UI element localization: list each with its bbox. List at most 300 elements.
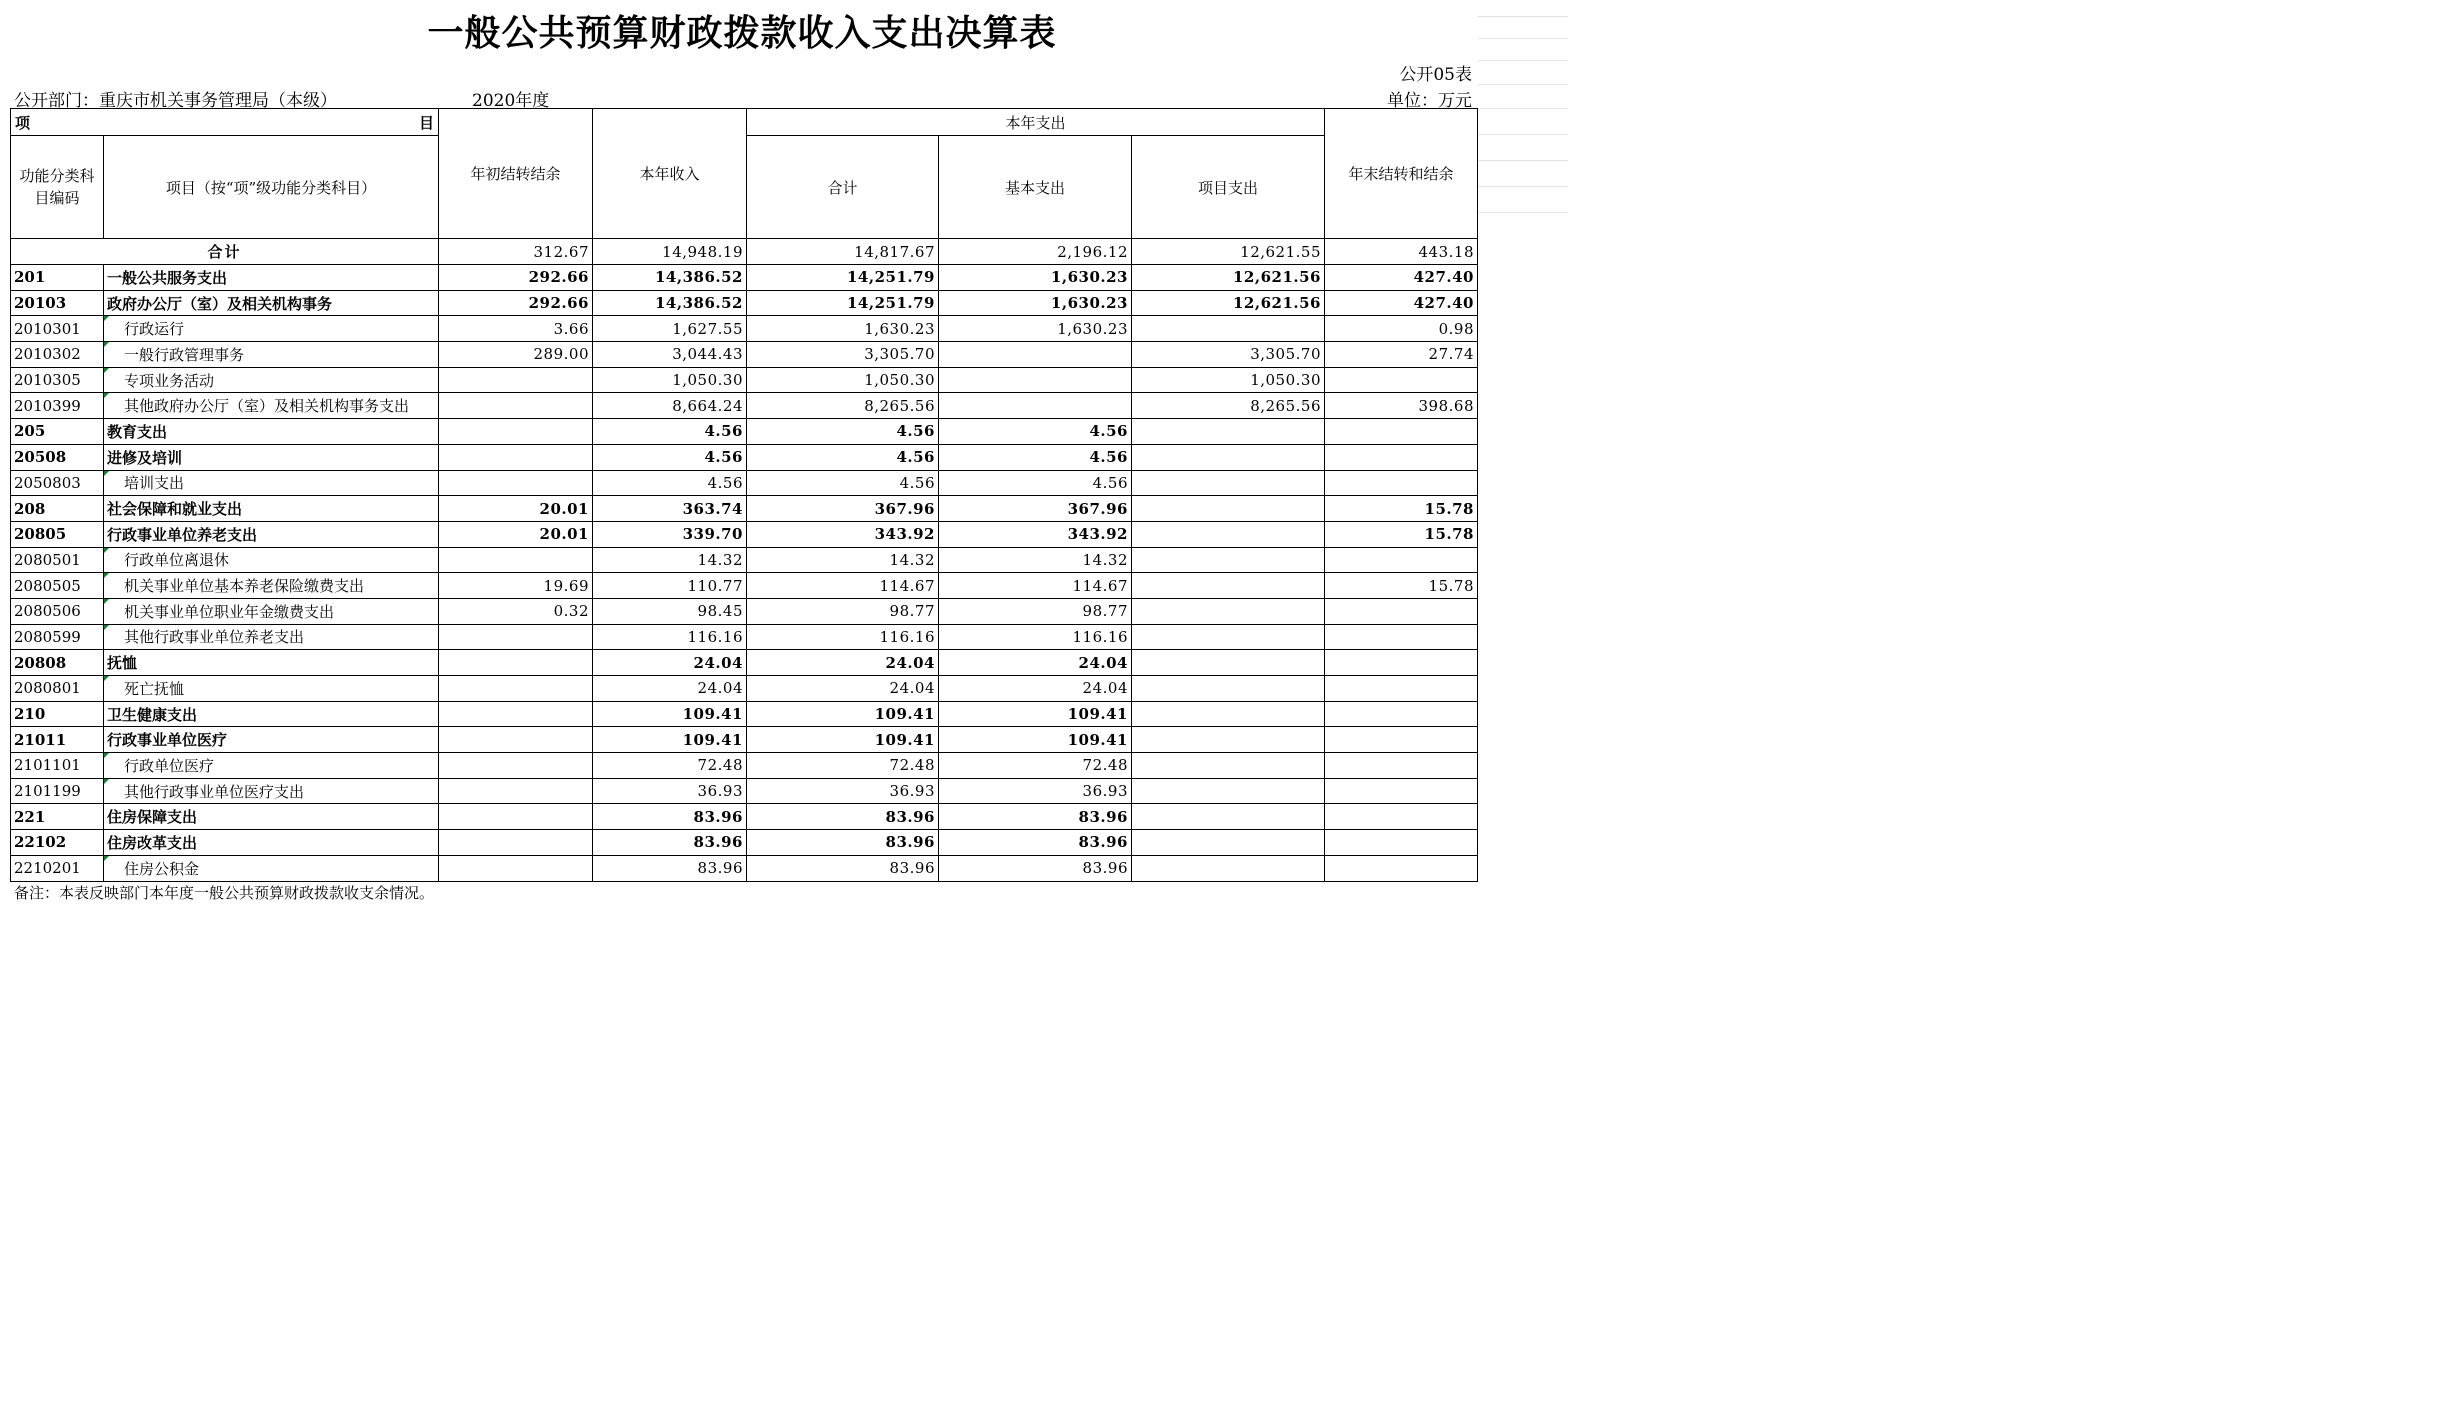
row-begin — [439, 676, 593, 702]
row-name-text: 其他政府办公厅（室）及相关机构事务支出 — [124, 397, 410, 416]
row-code — [11, 804, 104, 830]
row-end: 427.40 — [1325, 265, 1478, 291]
row-income: 83.96 — [593, 804, 747, 830]
row-begin — [439, 624, 593, 650]
row-code-text: 2080599 — [14, 627, 81, 646]
table-row — [11, 265, 1478, 291]
table-row — [11, 624, 1478, 650]
name-header: 项目（按“项”级功能分类科目） — [104, 136, 439, 239]
row-code — [11, 727, 104, 753]
row-project — [1132, 573, 1325, 599]
row-basic: 1,630.23 — [939, 265, 1132, 291]
row-project — [1132, 624, 1325, 650]
row-income: 339.70 — [593, 521, 747, 547]
row-total: 14,251.79 — [747, 290, 939, 316]
row-code-text: 2080801 — [14, 679, 81, 698]
row-basic: 367.96 — [939, 496, 1132, 522]
row-income: 1,627.55 — [593, 316, 747, 342]
row-begin — [439, 470, 593, 496]
row-name-text: 一般行政管理事务 — [124, 345, 245, 364]
row-end: 427.40 — [1325, 290, 1478, 316]
row-name — [104, 573, 439, 599]
row-name — [104, 393, 439, 419]
page-title: 一般公共预算财政拨款收入支出决算表 — [427, 13, 1057, 54]
table-row — [11, 676, 1478, 702]
row-code — [11, 753, 104, 779]
row-code-text: 2010301 — [14, 319, 81, 338]
row-project — [1132, 470, 1325, 496]
row-basic: 109.41 — [939, 727, 1132, 753]
row-code-text: 205 — [14, 422, 46, 441]
row-begin — [439, 701, 593, 727]
row-total: 14.32 — [747, 547, 939, 573]
row-end: 15.78 — [1325, 521, 1478, 547]
row-code — [11, 470, 104, 496]
row-total: 114.67 — [747, 573, 939, 599]
row-end — [1325, 676, 1478, 702]
row-income: 8,664.24 — [593, 393, 747, 419]
row-code — [11, 624, 104, 650]
row-total: 24.04 — [747, 650, 939, 676]
row-total: 3,305.70 — [747, 342, 939, 368]
row-basic: 4.56 — [939, 444, 1132, 470]
cell-marker-icon — [104, 753, 109, 758]
table-row — [11, 470, 1478, 496]
row-name — [104, 342, 439, 368]
row-code-text: 2010302 — [14, 345, 81, 364]
table-row — [11, 753, 1478, 779]
row-begin: 292.66 — [439, 265, 593, 291]
row-name — [104, 830, 439, 856]
row-code — [11, 367, 104, 393]
row-code — [11, 598, 104, 624]
row-end — [1325, 419, 1478, 445]
row-name — [104, 521, 439, 547]
row-end: 0.98 — [1325, 316, 1478, 342]
table-row — [11, 547, 1478, 573]
row-income: 98.45 — [593, 598, 747, 624]
row-project: 12,621.56 — [1132, 290, 1325, 316]
row-basic — [939, 393, 1132, 419]
row-end — [1325, 804, 1478, 830]
row-code-text: 210 — [14, 705, 46, 724]
row-code — [11, 265, 104, 291]
row-name — [104, 701, 439, 727]
row-begin: 292.66 — [439, 290, 593, 316]
row-code — [11, 444, 104, 470]
cell-marker-icon — [104, 599, 109, 604]
row-name-text: 住房保障支出 — [107, 808, 198, 827]
row-project: 3,305.70 — [1132, 342, 1325, 368]
row-total: 1,630.23 — [747, 316, 939, 342]
row-income: 116.16 — [593, 624, 747, 650]
total-basic: 2,196.12 — [939, 239, 1132, 265]
row-name-text: 行政事业单位医疗 — [107, 731, 228, 750]
row-name — [104, 624, 439, 650]
table-row — [11, 521, 1478, 547]
row-project — [1132, 830, 1325, 856]
row-name-text: 住房改革支出 — [107, 833, 198, 852]
row-total: 83.96 — [747, 804, 939, 830]
end-balance-header: 年末结转和结余 — [1325, 109, 1478, 239]
table-row — [11, 419, 1478, 445]
row-code-text: 22102 — [14, 833, 67, 852]
row-code — [11, 496, 104, 522]
row-name — [104, 444, 439, 470]
row-end — [1325, 650, 1478, 676]
row-name-text: 死亡抚恤 — [124, 679, 185, 698]
row-project: 1,050.30 — [1132, 367, 1325, 393]
row-code-text: 20808 — [14, 653, 67, 672]
total-expense: 14,817.67 — [747, 239, 939, 265]
row-income: 3,044.43 — [593, 342, 747, 368]
row-total: 109.41 — [747, 701, 939, 727]
row-basic — [939, 342, 1132, 368]
row-name-text: 社会保障和就业支出 — [107, 500, 243, 519]
row-name — [104, 547, 439, 573]
row-basic: 4.56 — [939, 419, 1132, 445]
row-income: 83.96 — [593, 855, 747, 881]
table-row — [11, 830, 1478, 856]
project-expense-header: 项目支出 — [1132, 136, 1325, 239]
row-code-text: 2080505 — [14, 576, 81, 595]
table-row — [11, 727, 1478, 753]
row-project — [1132, 547, 1325, 573]
table-row — [11, 316, 1478, 342]
row-code — [11, 547, 104, 573]
row-end — [1325, 444, 1478, 470]
row-name-text: 政府办公厅（室）及相关机构事务 — [107, 294, 333, 313]
row-begin: 20.01 — [439, 521, 593, 547]
table-row — [11, 496, 1478, 522]
row-project — [1132, 676, 1325, 702]
row-name — [104, 727, 439, 753]
row-basic: 83.96 — [939, 830, 1132, 856]
row-name — [104, 598, 439, 624]
row-code-text: 20103 — [14, 294, 67, 313]
row-basic: 109.41 — [939, 701, 1132, 727]
row-income: 4.56 — [593, 419, 747, 445]
row-total: 14,251.79 — [747, 265, 939, 291]
row-project — [1132, 701, 1325, 727]
row-code — [11, 393, 104, 419]
row-basic: 72.48 — [939, 753, 1132, 779]
row-end: 15.78 — [1325, 496, 1478, 522]
row-code-text: 20805 — [14, 525, 67, 544]
row-income: 24.04 — [593, 650, 747, 676]
table-row — [11, 598, 1478, 624]
row-code — [11, 573, 104, 599]
row-code-text: 2010305 — [14, 371, 81, 390]
row-end — [1325, 830, 1478, 856]
row-code-text: 2050803 — [14, 473, 81, 492]
row-name-text: 抚恤 — [107, 654, 138, 673]
row-end: 15.78 — [1325, 573, 1478, 599]
row-total: 367.96 — [747, 496, 939, 522]
row-name-text: 行政运行 — [124, 320, 185, 339]
row-name — [104, 804, 439, 830]
row-basic: 1,630.23 — [939, 290, 1132, 316]
row-name-text: 专项业务活动 — [124, 371, 215, 390]
row-name-text: 住房公积金 — [124, 859, 200, 878]
year-label: 2020年度 — [472, 91, 550, 111]
row-end — [1325, 701, 1478, 727]
cell-marker-icon — [104, 368, 109, 373]
row-begin — [439, 547, 593, 573]
row-project — [1132, 521, 1325, 547]
total-row — [11, 239, 1478, 265]
row-basic: 83.96 — [939, 855, 1132, 881]
row-basic: 83.96 — [939, 804, 1132, 830]
total-project: 12,621.55 — [1132, 239, 1325, 265]
row-code-text: 2101199 — [14, 782, 81, 801]
row-total: 4.56 — [747, 444, 939, 470]
row-income: 110.77 — [593, 573, 747, 599]
row-total: 343.92 — [747, 521, 939, 547]
cell-marker-icon — [104, 316, 109, 321]
expense-group-header: 本年支出 — [747, 109, 1325, 136]
row-basic: 343.92 — [939, 521, 1132, 547]
row-project — [1132, 598, 1325, 624]
row-income: 1,050.30 — [593, 367, 747, 393]
table-row — [11, 367, 1478, 393]
row-income: 109.41 — [593, 701, 747, 727]
row-begin — [439, 804, 593, 830]
row-code — [11, 419, 104, 445]
row-name — [104, 855, 439, 881]
unit-label: 单位：万元 — [1387, 91, 1472, 111]
row-code-text: 21011 — [14, 730, 67, 749]
row-income: 363.74 — [593, 496, 747, 522]
row-total: 116.16 — [747, 624, 939, 650]
row-project — [1132, 419, 1325, 445]
row-code — [11, 855, 104, 881]
row-code — [11, 778, 104, 804]
cell-marker-icon — [104, 625, 109, 630]
row-total: 72.48 — [747, 753, 939, 779]
row-begin — [439, 650, 593, 676]
row-name-text: 其他行政事业单位医疗支出 — [124, 782, 305, 801]
row-end — [1325, 367, 1478, 393]
row-total: 1,050.30 — [747, 367, 939, 393]
row-income: 4.56 — [593, 470, 747, 496]
row-income: 72.48 — [593, 753, 747, 779]
row-code-text: 208 — [14, 499, 46, 518]
row-name — [104, 419, 439, 445]
row-income: 4.56 — [593, 444, 747, 470]
row-begin — [439, 393, 593, 419]
row-project — [1132, 855, 1325, 881]
row-code-text: 2101101 — [14, 756, 81, 775]
row-code-text: 2210201 — [14, 859, 81, 878]
expense-total-header: 合计 — [747, 136, 939, 239]
row-basic — [939, 367, 1132, 393]
cell-marker-icon — [104, 548, 109, 553]
row-project: 8,265.56 — [1132, 393, 1325, 419]
project-header-cell — [11, 109, 439, 136]
row-project — [1132, 804, 1325, 830]
table-row — [11, 778, 1478, 804]
cell-marker-icon — [104, 676, 109, 681]
row-code — [11, 290, 104, 316]
row-code-text: 2080501 — [14, 550, 81, 569]
row-end: 27.74 — [1325, 342, 1478, 368]
row-basic: 114.67 — [939, 573, 1132, 599]
row-code — [11, 342, 104, 368]
row-name-text: 行政单位医疗 — [124, 756, 215, 775]
row-code-text: 2010399 — [14, 396, 81, 415]
table-row — [11, 342, 1478, 368]
row-end — [1325, 855, 1478, 881]
table-row — [11, 393, 1478, 419]
row-name-text: 教育支出 — [107, 422, 168, 441]
row-end — [1325, 727, 1478, 753]
row-basic: 1,630.23 — [939, 316, 1132, 342]
table-row — [11, 444, 1478, 470]
row-name-text: 一般公共服务支出 — [107, 268, 228, 287]
row-code — [11, 830, 104, 856]
row-name — [104, 676, 439, 702]
row-income: 24.04 — [593, 676, 747, 702]
row-name — [104, 650, 439, 676]
row-code-text: 221 — [14, 807, 46, 826]
row-basic: 116.16 — [939, 624, 1132, 650]
row-begin — [439, 419, 593, 445]
row-end — [1325, 547, 1478, 573]
row-total: 83.96 — [747, 830, 939, 856]
row-end — [1325, 753, 1478, 779]
row-begin — [439, 367, 593, 393]
row-begin: 3.66 — [439, 316, 593, 342]
cell-marker-icon — [104, 342, 109, 347]
table-row — [11, 573, 1478, 599]
row-name — [104, 496, 439, 522]
department-label: 公开部门：重庆市机关事务管理局（本级） — [14, 91, 337, 111]
row-end — [1325, 624, 1478, 650]
row-end — [1325, 598, 1478, 624]
row-begin — [439, 778, 593, 804]
row-project — [1132, 496, 1325, 522]
row-total: 4.56 — [747, 419, 939, 445]
row-name-text: 机关事业单位职业年金缴费支出 — [124, 602, 335, 621]
total-income: 14,948.19 — [593, 239, 747, 265]
row-name-text: 卫生健康支出 — [107, 705, 198, 724]
begin-balance-header: 年初结转结余 — [439, 109, 593, 239]
row-basic: 24.04 — [939, 676, 1132, 702]
row-income: 109.41 — [593, 727, 747, 753]
project-header-left: 项 — [15, 113, 31, 132]
row-begin: 19.69 — [439, 573, 593, 599]
row-code — [11, 316, 104, 342]
row-income: 83.96 — [593, 830, 747, 856]
row-begin — [439, 753, 593, 779]
row-name — [104, 290, 439, 316]
row-name — [104, 367, 439, 393]
row-end: 398.68 — [1325, 393, 1478, 419]
row-name-text: 行政事业单位养老支出 — [107, 525, 258, 544]
row-begin: 289.00 — [439, 342, 593, 368]
row-begin — [439, 727, 593, 753]
table-row — [11, 855, 1478, 881]
table-row — [11, 701, 1478, 727]
row-begin — [439, 830, 593, 856]
cell-marker-icon — [104, 573, 109, 578]
cell-marker-icon — [104, 856, 109, 861]
cell-marker-icon — [104, 779, 109, 784]
total-end: 443.18 — [1325, 239, 1478, 265]
row-name-text: 行政单位离退休 — [124, 551, 230, 570]
row-income: 14,386.52 — [593, 265, 747, 291]
row-total: 98.77 — [747, 598, 939, 624]
budget-table — [10, 108, 1478, 882]
row-end — [1325, 470, 1478, 496]
row-total: 4.56 — [747, 470, 939, 496]
row-total: 109.41 — [747, 727, 939, 753]
code-header: 功能分类科目编码 — [11, 136, 104, 239]
row-total: 83.96 — [747, 855, 939, 881]
row-project — [1132, 650, 1325, 676]
project-header-right: 目 — [418, 113, 434, 132]
row-income: 36.93 — [593, 778, 747, 804]
row-basic: 36.93 — [939, 778, 1132, 804]
row-name-text: 其他行政事业单位养老支出 — [124, 628, 305, 647]
cell-marker-icon — [104, 471, 109, 476]
footnote: 备注：本表反映部门本年度一般公共预算财政拨款收支余情况。 — [14, 884, 435, 902]
row-name — [104, 265, 439, 291]
row-name-text: 机关事业单位基本养老保险缴费支出 — [124, 577, 365, 596]
row-name-text: 培训支出 — [124, 474, 185, 493]
row-name-text: 进修及培训 — [107, 448, 183, 467]
row-income: 14,386.52 — [593, 290, 747, 316]
basic-header: 基本支出 — [939, 136, 1132, 239]
row-name — [104, 316, 439, 342]
row-begin: 20.01 — [439, 496, 593, 522]
row-begin — [439, 855, 593, 881]
sheet-gridlines — [1478, 0, 1568, 911]
row-total: 8,265.56 — [747, 393, 939, 419]
row-end — [1325, 778, 1478, 804]
row-code — [11, 650, 104, 676]
row-project — [1132, 778, 1325, 804]
row-basic: 24.04 — [939, 650, 1132, 676]
row-code-text: 20508 — [14, 448, 67, 467]
row-basic: 98.77 — [939, 598, 1132, 624]
row-code-text: 2080506 — [14, 602, 81, 621]
cell-marker-icon — [104, 393, 109, 398]
table-row — [11, 650, 1478, 676]
row-basic: 14.32 — [939, 547, 1132, 573]
row-code — [11, 676, 104, 702]
table-row — [11, 804, 1478, 830]
row-project — [1132, 727, 1325, 753]
table-row — [11, 290, 1478, 316]
row-code — [11, 521, 104, 547]
row-name — [104, 753, 439, 779]
row-total: 36.93 — [747, 778, 939, 804]
row-begin: 0.32 — [439, 598, 593, 624]
income-header: 本年收入 — [593, 109, 747, 239]
row-project — [1132, 444, 1325, 470]
row-project — [1132, 753, 1325, 779]
row-basic: 4.56 — [939, 470, 1132, 496]
row-code — [11, 701, 104, 727]
row-code-text: 201 — [14, 268, 46, 287]
row-name — [104, 778, 439, 804]
row-name — [104, 470, 439, 496]
row-total: 24.04 — [747, 676, 939, 702]
total-begin: 312.67 — [439, 239, 593, 265]
row-project — [1132, 316, 1325, 342]
